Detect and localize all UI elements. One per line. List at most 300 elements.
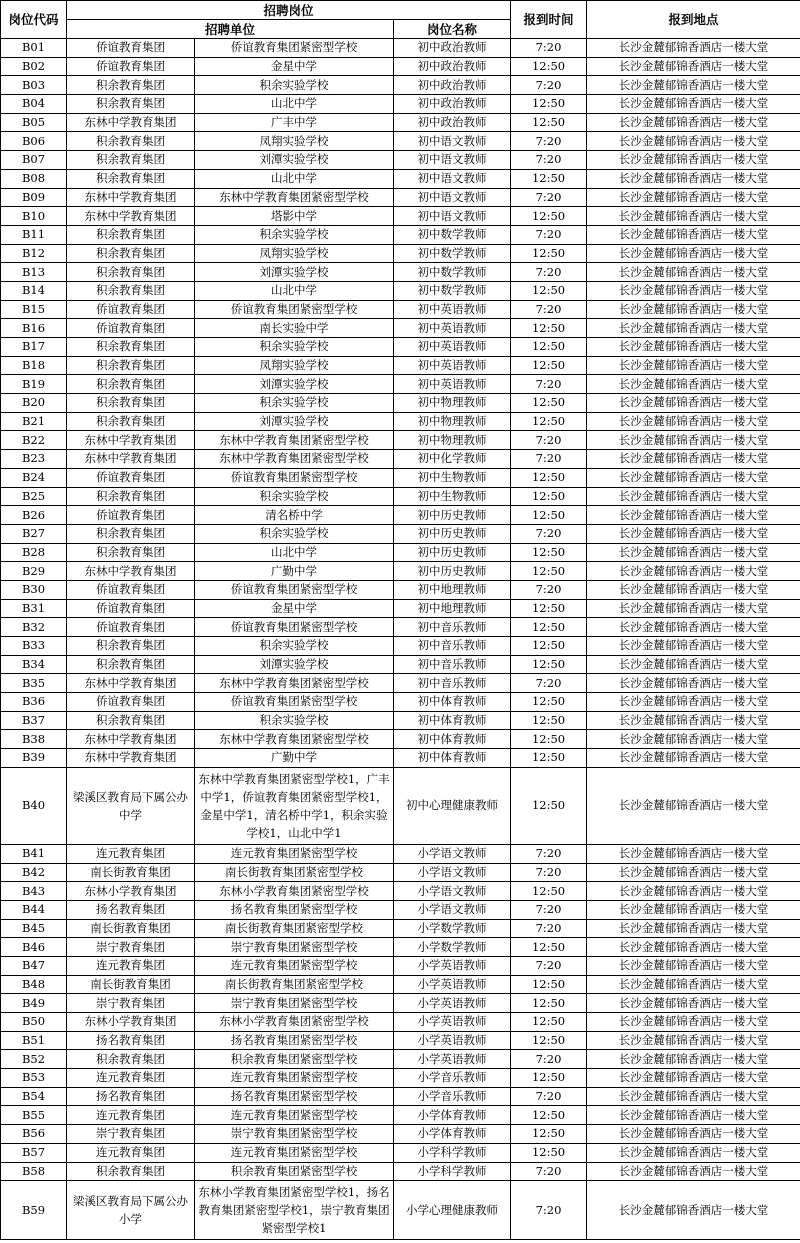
table-row [1,450,800,469]
cell-position: 初中历史教师 [394,524,511,543]
cell-unit: 连元教育集团紧密型学校 [195,956,394,975]
cell-time: 12:50 [511,637,587,656]
cell-code: B12 [1,244,67,263]
cell-time: 12:50 [511,655,587,674]
cell-org: 东林中学教育集团 [67,730,195,749]
table-row [1,506,800,525]
cell-unit: 积余教育集团紧密型学校 [195,1050,394,1069]
cell-time: 12:50 [511,1125,587,1144]
cell-unit: 山北中学 [195,169,394,188]
table-row [1,994,800,1013]
table-body [1,39,800,1240]
cell-location: 长沙金麓郁锦香酒店一楼大堂 [587,132,800,151]
cell-time: 7:20 [511,132,587,151]
cell-unit: 东林小学教育集团紧密型学校 [195,1013,394,1032]
cell-location: 长沙金麓郁锦香酒店一楼大堂 [587,1031,800,1050]
cell-time: 12:50 [511,1106,587,1125]
table-row [1,580,800,599]
table-row [1,543,800,562]
cell-location: 长沙金麓郁锦香酒店一楼大堂 [587,412,800,431]
table-row [1,95,800,114]
cell-unit: 侨谊教育集团紧密型学校 [195,39,394,58]
cell-time: 12:50 [511,468,587,487]
cell-position: 初中数学教师 [394,244,511,263]
cell-unit: 连元教育集团紧密型学校 [195,1069,394,1088]
cell-position: 小学数学教师 [394,919,511,938]
cell-org: 扬名教育集团 [67,900,195,919]
cell-location: 长沙金麓郁锦香酒店一楼大堂 [587,57,800,76]
cell-code: B30 [1,580,67,599]
cell-location: 长沙金麓郁锦香酒店一楼大堂 [587,263,800,282]
table-row [1,412,800,431]
cell-code: B19 [1,375,67,394]
cell-location: 长沙金麓郁锦香酒店一楼大堂 [587,207,800,226]
cell-location: 长沙金麓郁锦香酒店一楼大堂 [587,95,800,114]
table-row [1,938,800,957]
table-row [1,1031,800,1050]
cell-code: B43 [1,882,67,901]
cell-position: 初中语文教师 [394,151,511,170]
cell-position: 小学心理健康教师 [394,1181,511,1240]
cell-unit: 东林中学教育集团紧密型学校 [195,730,394,749]
cell-location: 长沙金麓郁锦香酒店一楼大堂 [587,562,800,581]
cell-unit: 积余教育集团紧密型学校 [195,1162,394,1181]
cell-time: 7:20 [511,919,587,938]
cell-location: 长沙金麓郁锦香酒店一楼大堂 [587,1069,800,1088]
cell-location: 长沙金麓郁锦香酒店一楼大堂 [587,394,800,413]
cell-unit: 凤翔实验学校 [195,244,394,263]
cell-code: B55 [1,1106,67,1125]
cell-time: 7:20 [511,450,587,469]
cell-unit: 积余实验学校 [195,394,394,413]
cell-org: 东林中学教育集团 [67,450,195,469]
table-row [1,1069,800,1088]
cell-position: 初中政治教师 [394,39,511,58]
cell-code: B06 [1,132,67,151]
table-row [1,562,800,581]
cell-position: 初中历史教师 [394,562,511,581]
cell-time: 12:50 [511,938,587,957]
cell-location: 长沙金麓郁锦香酒店一楼大堂 [587,76,800,95]
cell-position: 初中物理教师 [394,412,511,431]
table-row [1,39,800,58]
cell-org: 积余教育集团 [67,76,195,95]
cell-org: 崇宁教育集团 [67,938,195,957]
cell-position: 初中数学教师 [394,225,511,244]
table-row [1,524,800,543]
cell-time: 7:20 [511,580,587,599]
cell-code: B16 [1,319,67,338]
cell-time: 7:20 [511,956,587,975]
cell-unit: 凤翔实验学校 [195,132,394,151]
cell-unit: 山北中学 [195,281,394,300]
cell-location: 长沙金麓郁锦香酒店一楼大堂 [587,863,800,882]
table-row [1,637,800,656]
table-row [1,188,800,207]
table-row [1,1087,800,1106]
cell-org: 积余教育集团 [67,1162,195,1181]
cell-location: 长沙金麓郁锦香酒店一楼大堂 [587,1050,800,1069]
cell-location: 长沙金麓郁锦香酒店一楼大堂 [587,730,800,749]
cell-location: 长沙金麓郁锦香酒店一楼大堂 [587,543,800,562]
cell-location: 长沙金麓郁锦香酒店一楼大堂 [587,244,800,263]
cell-unit: 积余实验学校 [195,487,394,506]
table-row [1,1050,800,1069]
table-row [1,655,800,674]
cell-org: 积余教育集团 [67,338,195,357]
cell-location: 长沙金麓郁锦香酒店一楼大堂 [587,711,800,730]
cell-org: 积余教育集团 [67,151,195,170]
cell-org: 东林中学教育集团 [67,113,195,132]
cell-code: B59 [1,1181,67,1240]
table-row [1,468,800,487]
cell-code: B44 [1,900,67,919]
cell-time: 12:50 [511,975,587,994]
cell-location: 长沙金麓郁锦香酒店一楼大堂 [587,674,800,693]
cell-code: B39 [1,749,67,768]
cell-location: 长沙金麓郁锦香酒店一楼大堂 [587,919,800,938]
cell-time: 7:20 [511,300,587,319]
cell-unit: 侨谊教育集团紧密型学校 [195,693,394,712]
cell-location: 长沙金麓郁锦香酒店一楼大堂 [587,749,800,768]
cell-unit: 侨谊教育集团紧密型学校 [195,580,394,599]
cell-unit: 东林小学教育集团紧密型学校1，扬名教育集团紧密型学校1，崇宁教育集团紧密型学校1 [195,1181,394,1240]
cell-unit: 清名桥中学 [195,506,394,525]
cell-time: 7:20 [511,431,587,450]
cell-location: 长沙金麓郁锦香酒店一楼大堂 [587,113,800,132]
cell-time: 7:20 [511,863,587,882]
cell-position: 小学英语教师 [394,975,511,994]
header-position: 岗位名称 [394,20,511,39]
cell-time: 12:50 [511,994,587,1013]
cell-code: B51 [1,1031,67,1050]
cell-unit: 凤翔实验学校 [195,356,394,375]
cell-org: 积余教育集团 [67,655,195,674]
cell-code: B41 [1,844,67,863]
cell-unit: 刘潭实验学校 [195,375,394,394]
table-row [1,900,800,919]
cell-location: 长沙金麓郁锦香酒店一楼大堂 [587,188,800,207]
cell-code: B29 [1,562,67,581]
cell-code: B18 [1,356,67,375]
cell-code: B48 [1,975,67,994]
table-row [1,863,800,882]
cell-time: 12:50 [511,1143,587,1162]
cell-unit: 连元教育集团紧密型学校 [195,844,394,863]
cell-time: 12:50 [511,730,587,749]
cell-position: 初中政治教师 [394,95,511,114]
cell-unit: 侨谊教育集团紧密型学校 [195,618,394,637]
cell-location: 长沙金麓郁锦香酒店一楼大堂 [587,693,800,712]
cell-code: B25 [1,487,67,506]
cell-location: 长沙金麓郁锦香酒店一楼大堂 [587,1143,800,1162]
cell-position: 初中地理教师 [394,599,511,618]
cell-unit: 侨谊教育集团紧密型学校 [195,300,394,319]
cell-time: 7:20 [511,1181,587,1240]
table-row [1,919,800,938]
cell-time: 12:50 [511,599,587,618]
cell-unit: 连元教育集团紧密型学校 [195,1106,394,1125]
table-row [1,1106,800,1125]
cell-org: 积余教育集团 [67,263,195,282]
cell-code: B03 [1,76,67,95]
cell-org: 东林小学教育集团 [67,882,195,901]
cell-position: 初中数学教师 [394,281,511,300]
cell-time: 12:50 [511,113,587,132]
cell-position: 初中心理健康教师 [394,767,511,844]
cell-position: 小学数学教师 [394,938,511,957]
cell-unit: 广丰中学 [195,113,394,132]
cell-org: 积余教育集团 [67,281,195,300]
table-row [1,338,800,357]
cell-location: 长沙金麓郁锦香酒店一楼大堂 [587,356,800,375]
cell-org: 崇宁教育集团 [67,1125,195,1144]
table-row [1,1013,800,1032]
table-row [1,711,800,730]
cell-org: 侨谊教育集团 [67,693,195,712]
cell-code: B04 [1,95,67,114]
cell-position: 小学英语教师 [394,956,511,975]
cell-position: 初中政治教师 [394,76,511,95]
cell-unit: 积余实验学校 [195,225,394,244]
cell-time: 7:20 [511,524,587,543]
cell-time: 12:50 [511,169,587,188]
cell-org: 南长街教育集团 [67,863,195,882]
cell-time: 7:20 [511,76,587,95]
cell-unit: 南长实验中学 [195,319,394,338]
cell-code: B40 [1,767,67,844]
cell-unit: 刘潭实验学校 [195,412,394,431]
table-row [1,319,800,338]
cell-position: 初中政治教师 [394,57,511,76]
cell-unit: 刘潭实验学校 [195,263,394,282]
cell-position: 初中历史教师 [394,506,511,525]
header-code: 岗位代码 [1,1,67,39]
cell-org: 积余教育集团 [67,394,195,413]
cell-code: B14 [1,281,67,300]
cell-position: 初中体育教师 [394,749,511,768]
cell-position: 初中英语教师 [394,375,511,394]
cell-location: 长沙金麓郁锦香酒店一楼大堂 [587,524,800,543]
cell-location: 长沙金麓郁锦香酒店一楼大堂 [587,900,800,919]
cell-time: 7:20 [511,674,587,693]
cell-unit: 崇宁教育集团紧密型学校 [195,994,394,1013]
table-row [1,113,800,132]
cell-org: 积余教育集团 [67,543,195,562]
cell-location: 长沙金麓郁锦香酒店一楼大堂 [587,225,800,244]
cell-unit: 金星中学 [195,599,394,618]
table-row [1,356,800,375]
table-row [1,263,800,282]
table-row [1,767,800,844]
table-row [1,300,800,319]
table-row [1,431,800,450]
cell-location: 长沙金麓郁锦香酒店一楼大堂 [587,506,800,525]
cell-code: B34 [1,655,67,674]
cell-location: 长沙金麓郁锦香酒店一楼大堂 [587,1181,800,1240]
cell-time: 7:20 [511,151,587,170]
cell-time: 12:50 [511,1031,587,1050]
cell-time: 12:50 [511,711,587,730]
cell-position: 小学科学教师 [394,1143,511,1162]
cell-code: B15 [1,300,67,319]
cell-unit: 积余实验学校 [195,338,394,357]
table-row [1,132,800,151]
cell-org: 东林中学教育集团 [67,431,195,450]
cell-position: 小学英语教师 [394,994,511,1013]
cell-unit: 扬名教育集团紧密型学校 [195,1031,394,1050]
cell-unit: 连元教育集团紧密型学校 [195,1143,394,1162]
cell-org: 积余教育集团 [67,637,195,656]
cell-time: 12:50 [511,693,587,712]
table-row [1,1143,800,1162]
table-row [1,618,800,637]
cell-code: B58 [1,1162,67,1181]
cell-unit: 侨谊教育集团紧密型学校 [195,468,394,487]
cell-unit: 崇宁教育集团紧密型学校 [195,1125,394,1144]
cell-position: 初中体育教师 [394,693,511,712]
cell-code: B52 [1,1050,67,1069]
cell-location: 长沙金麓郁锦香酒店一楼大堂 [587,1106,800,1125]
cell-code: B38 [1,730,67,749]
cell-location: 长沙金麓郁锦香酒店一楼大堂 [587,1013,800,1032]
cell-org: 梁溪区教育局下属公办小学 [67,1181,195,1240]
cell-org: 侨谊教育集团 [67,300,195,319]
cell-position: 初中英语教师 [394,338,511,357]
cell-code: B28 [1,543,67,562]
cell-org: 积余教育集团 [67,169,195,188]
cell-unit: 南长街教育集团紧密型学校 [195,975,394,994]
cell-time: 7:20 [511,1050,587,1069]
cell-org: 东林中学教育集团 [67,562,195,581]
cell-position: 初中英语教师 [394,319,511,338]
table-row [1,1125,800,1144]
cell-org: 东林中学教育集团 [67,749,195,768]
cell-location: 长沙金麓郁锦香酒店一楼大堂 [587,169,800,188]
cell-org: 积余教育集团 [67,711,195,730]
cell-org: 梁溪区教育局下属公办中学 [67,767,195,844]
cell-position: 小学英语教师 [394,1013,511,1032]
cell-code: B21 [1,412,67,431]
cell-location: 长沙金麓郁锦香酒店一楼大堂 [587,319,800,338]
cell-unit: 东林中学教育集团紧密型学校 [195,450,394,469]
cell-code: B31 [1,599,67,618]
cell-org: 侨谊教育集团 [67,580,195,599]
table-row [1,281,800,300]
cell-time: 7:20 [511,188,587,207]
cell-code: B08 [1,169,67,188]
cell-code: B35 [1,674,67,693]
cell-time: 12:50 [511,749,587,768]
cell-position: 初中体育教师 [394,730,511,749]
cell-unit: 南长街教育集团紧密型学校 [195,863,394,882]
cell-org: 侨谊教育集团 [67,319,195,338]
header-unit: 招聘单位 [67,20,394,39]
cell-unit: 广勤中学 [195,562,394,581]
cell-time: 12:50 [511,882,587,901]
cell-org: 南长街教育集团 [67,919,195,938]
cell-unit: 东林中学教育集团紧密型学校 [195,431,394,450]
table-row [1,244,800,263]
cell-org: 侨谊教育集团 [67,468,195,487]
cell-code: B57 [1,1143,67,1162]
table-row [1,207,800,226]
cell-code: B47 [1,956,67,975]
cell-code: B22 [1,431,67,450]
cell-location: 长沙金麓郁锦香酒店一楼大堂 [587,151,800,170]
cell-org: 积余教育集团 [67,1050,195,1069]
cell-position: 初中英语教师 [394,356,511,375]
cell-code: B13 [1,263,67,282]
cell-unit: 崇宁教育集团紧密型学校 [195,938,394,957]
cell-location: 长沙金麓郁锦香酒店一楼大堂 [587,580,800,599]
cell-location: 长沙金麓郁锦香酒店一楼大堂 [587,975,800,994]
cell-time: 12:50 [511,356,587,375]
cell-unit: 东林中学教育集团紧密型学校 [195,188,394,207]
cell-org: 侨谊教育集团 [67,39,195,58]
cell-position: 初中物理教师 [394,394,511,413]
table-row [1,375,800,394]
cell-org: 积余教育集团 [67,225,195,244]
cell-position: 初中生物教师 [394,468,511,487]
cell-code: B54 [1,1087,67,1106]
cell-position: 小学语文教师 [394,844,511,863]
table-row [1,1162,800,1181]
cell-code: B26 [1,506,67,525]
cell-org: 侨谊教育集团 [67,599,195,618]
cell-code: B09 [1,188,67,207]
cell-location: 长沙金麓郁锦香酒店一楼大堂 [587,338,800,357]
cell-position: 小学英语教师 [394,1050,511,1069]
table-row [1,599,800,618]
cell-location: 长沙金麓郁锦香酒店一楼大堂 [587,431,800,450]
cell-time: 7:20 [511,225,587,244]
cell-location: 长沙金麓郁锦香酒店一楼大堂 [587,281,800,300]
cell-location: 长沙金麓郁锦香酒店一楼大堂 [587,844,800,863]
cell-position: 初中语文教师 [394,207,511,226]
cell-location: 长沙金麓郁锦香酒店一楼大堂 [587,300,800,319]
cell-code: B53 [1,1069,67,1088]
cell-time: 7:20 [511,263,587,282]
cell-location: 长沙金麓郁锦香酒店一楼大堂 [587,994,800,1013]
cell-time: 12:50 [511,319,587,338]
cell-code: B10 [1,207,67,226]
cell-unit: 积余实验学校 [195,76,394,95]
cell-org: 积余教育集团 [67,412,195,431]
cell-code: B46 [1,938,67,957]
cell-unit: 刘潭实验学校 [195,151,394,170]
cell-time: 7:20 [511,1162,587,1181]
cell-unit: 东林中学教育集团紧密型学校 [195,674,394,693]
table-row [1,1181,800,1240]
cell-time: 12:50 [511,1013,587,1032]
cell-org: 连元教育集团 [67,1069,195,1088]
cell-code: B56 [1,1125,67,1144]
table-row [1,487,800,506]
cell-position: 小学语文教师 [394,900,511,919]
cell-position: 初中地理教师 [394,580,511,599]
cell-time: 12:50 [511,281,587,300]
cell-code: B01 [1,39,67,58]
cell-position: 初中语文教师 [394,188,511,207]
cell-location: 长沙金麓郁锦香酒店一楼大堂 [587,39,800,58]
cell-location: 长沙金麓郁锦香酒店一楼大堂 [587,1087,800,1106]
cell-time: 12:50 [511,394,587,413]
cell-org: 积余教育集团 [67,132,195,151]
cell-unit: 东林小学教育集团紧密型学校 [195,882,394,901]
cell-unit: 积余实验学校 [195,524,394,543]
cell-position: 小学音乐教师 [394,1069,511,1088]
